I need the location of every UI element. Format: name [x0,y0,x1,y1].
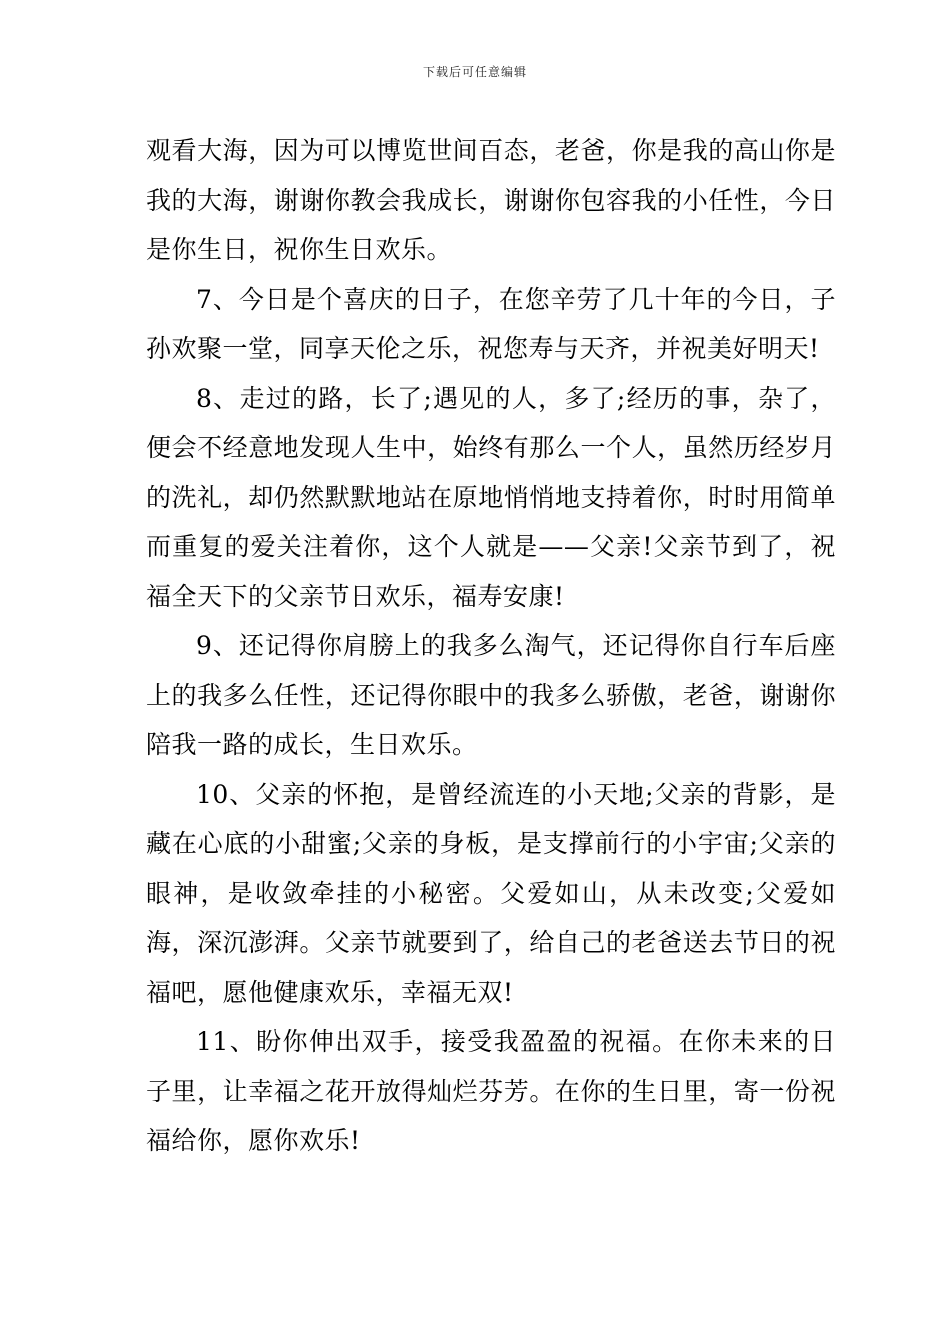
paragraph-item-11: 11、盼你伸出双手，接受我盈盈的祝福。在你未来的日子里，让幸福之花开放得灿烂芬芳。在你的生日里，寄一份祝福给你，愿你欢乐! [146,1027,836,1155]
paragraph-item-8: 8、走过的路，长了;遇见的人，多了;经历的事，杂了，便会不经意地发现人生中，始终有那么一个人，虽然历经岁月的洗礼，却仍然默默地站在原地悄悄地支持着你，时时用简单而重复的爱关注着你，这个人就是——父亲!父亲节到了，祝福全天下的父亲节日欢乐，福寿安康! [146,383,836,611]
paragraph-continued: 观看大海，因为可以博览世间百态，老爸，你是我的高山你是我的大海，谢谢你教会我成长，谢谢你包容我的小任性，今日是你生日，祝你生日欢乐。 [146,136,836,264]
paragraph-item-7: 7、今日是个喜庆的日子，在您辛劳了几十年的今日，子孙欢聚一堂，同享天伦之乐，祝您寿与天齐，并祝美好明天! [146,284,836,363]
paragraph-item-9: 9、还记得你肩膀上的我多么淘气，还记得你自行车后座上的我多么任性，还记得你眼中的我多么骄傲，老爸，谢谢你陪我一路的成长，生日欢乐。 [146,631,836,759]
header-note: 下载后可任意编辑 [422,65,527,79]
document-body [146,126,836,1166]
paragraph-item-10: 10、父亲的怀抱，是曾经流连的小天地;父亲的背影，是藏在心底的小甜蜜;父亲的身板，是支撑前行的小宇宙;父亲的眼神，是收敛牵挂的小秘密。父爱如山，从未改变;父爱如海，深沉澎湃。父亲节就要到了，给自己的老爸送去节日的祝福吧，愿他健康欢乐，幸福无双! [146,779,836,1007]
